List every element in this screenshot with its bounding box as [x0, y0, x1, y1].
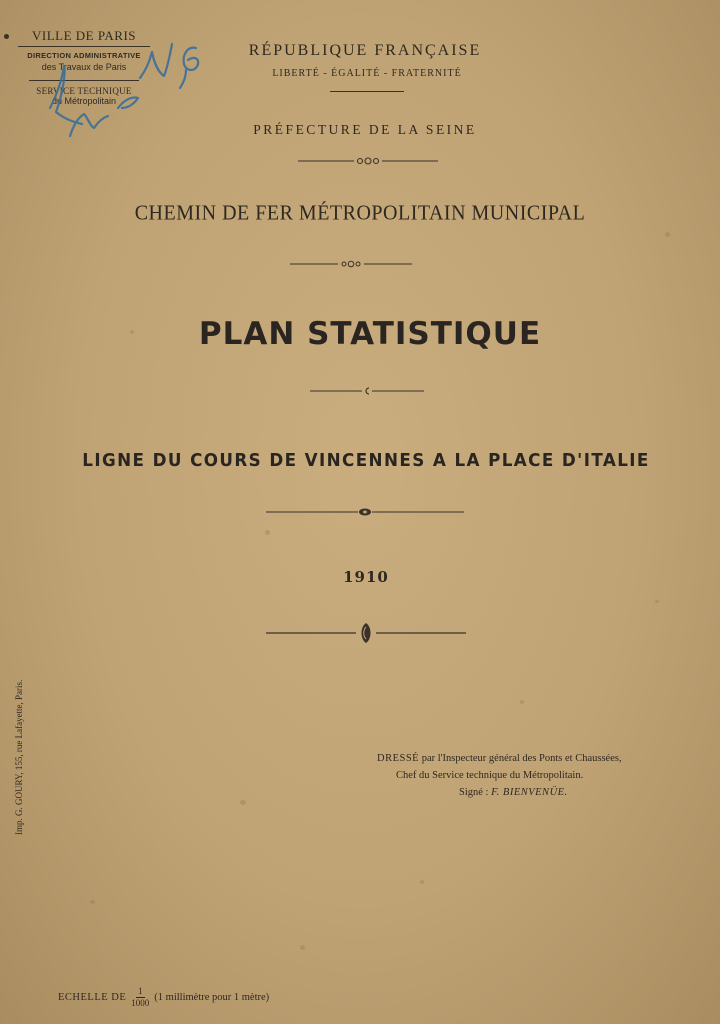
ornament-rule — [290, 257, 412, 271]
signature-block — [372, 750, 682, 801]
paper-spot — [520, 700, 524, 704]
signe-label: Signé : — [459, 787, 492, 798]
ville-de-paris: VILLE DE PARIS — [18, 28, 150, 47]
paper-spot — [420, 880, 424, 884]
dresse-text: par l'Inspecteur général des Ponts et Chaussées, — [419, 753, 622, 764]
handwritten-note: Ligne n° 6 — [0, 0, 6, 1]
chef-du-service: Chef du Service technique du Métropolitain. — [396, 770, 584, 781]
scale-explanation: (1 millimètre pour 1 mètre) — [154, 992, 270, 1003]
scale-numerator: 1 — [138, 986, 143, 996]
ornament-rule — [298, 154, 438, 168]
paper-spot — [265, 530, 270, 535]
ornament-rule — [266, 505, 464, 519]
paper-spot — [240, 800, 246, 805]
paper-spot — [90, 900, 95, 904]
divider — [330, 91, 404, 92]
travaux-de-paris: des Travaux de Paris — [41, 62, 127, 72]
dresse-label: DRESSÉ — [377, 753, 420, 764]
paper-spot — [655, 600, 659, 603]
republique-header — [0, 42, 720, 92]
direction-administrative: DIRECTION ADMINISTRATIVE — [27, 51, 141, 60]
printer-credit-text: Imp. G. GOURY, 155, rue Lafayette, Paris. — [14, 679, 24, 835]
devise: LIBERTÉ - ÉGALITÉ - FRATERNITÉ — [272, 68, 462, 79]
republique-francaise: RÉPUBLIQUE FRANÇAISE — [248, 42, 482, 59]
paper-spot — [300, 945, 305, 950]
chemin-de-fer-title: CHEMIN DE FER MÉTROPOLITAIN MUNICIPAL — [134, 201, 586, 225]
prefecture-de-la-seine: PRÉFECTURE DE LA SEINE — [253, 122, 477, 137]
year: 1910 — [343, 568, 389, 586]
scale-note — [58, 986, 269, 1009]
echelle-label: ECHELLE DE — [58, 992, 127, 1003]
ornament-rule — [266, 621, 466, 645]
plan-statistique-title: PLAN STATISTIQUE — [198, 316, 542, 352]
scale-fraction — [131, 986, 149, 1009]
paper-spot — [665, 232, 670, 237]
printer-credit — [14, 675, 28, 835]
du-metropolitain: du Métropolitain — [51, 96, 117, 106]
scale-denominator: 1000 — [131, 998, 150, 1008]
signatory-name: F. BIENVENÜE. — [491, 787, 568, 798]
service-technique: SERVICE TECHNIQUE — [36, 86, 132, 96]
ornament-rule — [310, 384, 424, 398]
ligne-title: LIGNE DU COURS DE VINCENNES A LA PLACE D'ITALIE — [82, 450, 650, 471]
